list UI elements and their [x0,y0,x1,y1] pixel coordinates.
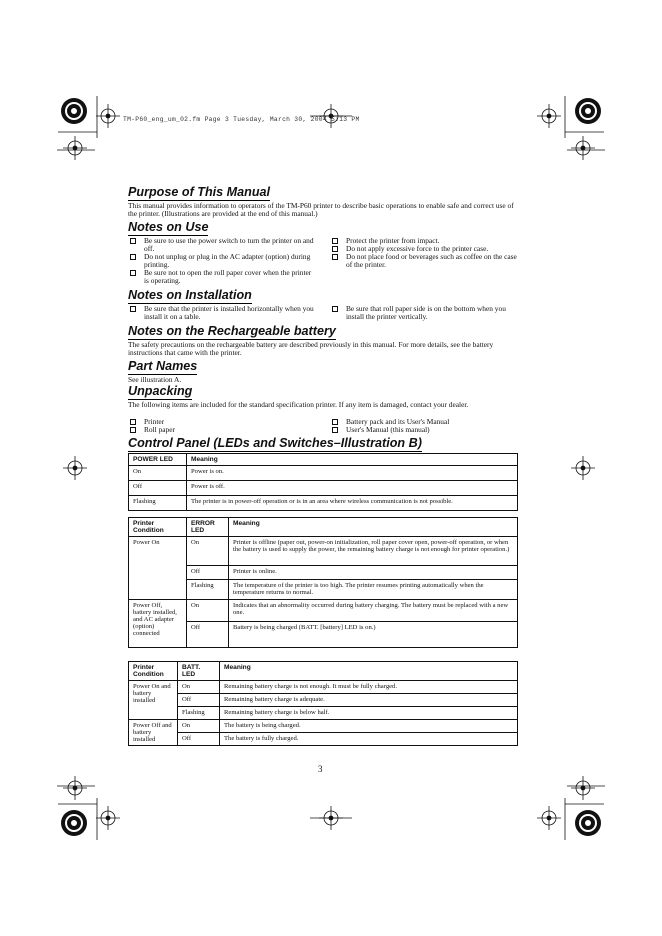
density-rosette-icon [575,810,601,836]
list-item: Be sure that the printer is installed horizontally when you install it on a table. [128,305,318,321]
density-rosette-icon [61,810,87,836]
table-cell: Power is off. [187,481,518,496]
table-cell: Power is on. [187,466,518,481]
notes-use-left-list [128,237,318,285]
error-led-table [128,517,518,648]
table-cell: Remaining battery charge is below half. [220,707,518,720]
registration-target-icon [537,806,561,830]
table-header-row [129,518,518,537]
table-cell: Battery is being charged (BATT. [battery] LED is on.) [229,622,518,648]
table-cell: The battery is being charged. [220,720,518,733]
part-names-text: See illustration A. [128,375,182,384]
notes-use-heading: Notes on Use [128,220,209,234]
list-item: Roll paper [128,426,318,434]
battery-text: The safety precautions on the rechargeable battery are described previously in this manual. For more details, see the battery instructions that came with the printer. [128,340,494,357]
table-header-row [129,454,518,466]
table-row [129,694,518,707]
table-row [129,580,518,600]
registration-target-icon [63,776,87,800]
table-cell: Off [178,733,220,746]
registration-target-icon [571,456,595,480]
table-cell: Printer is online. [229,566,518,580]
table-row [129,537,518,566]
column-header: POWER LED [129,454,187,466]
table-cell: Off [178,694,220,707]
table-cell: Power On [129,537,187,600]
table-cell: On [178,720,220,733]
table-cell: On [187,600,229,622]
table-cell: Indicates that an abnormality occurred during battery charging. The battery must be replaced with a new one. [229,600,518,622]
table-cell: Flashing [129,496,187,511]
density-rosette-icon [61,98,87,124]
table-cell: On [187,537,229,566]
table-cell: On [129,466,187,481]
table-cell: The temperature of the printer is too high. The printer resumes printing automatically when the temperature returns to normal. [229,580,518,600]
batt-led-table [128,661,518,746]
list-item: Be sure to use the power switch to turn the printer on and off. [128,237,318,253]
column-header: Meaning [229,518,518,537]
purpose-text: This manual provides information to operators of the TM-P60 printer to describe basic operations to enable safe and correct use of the printer. (Illustrations are provided at the end of this manual.) [128,201,514,218]
table-cell: Off [129,481,187,496]
list-item: User's Manual (this manual) [330,426,520,434]
table-cell: Printer is offline (paper out, power-on initialization, roll paper cover open, power-off operation, or when the battery is used to supply the power, the remaining battery charge is not enough for printer operation.) [229,537,518,566]
table-row [129,622,518,648]
unpacking-left-list [128,418,318,434]
list-item: Be sure not to open the roll paper cover when the printer is operating. [128,269,318,285]
part-names-heading: Part Names [128,359,198,373]
table-cell: Off [187,566,229,580]
table-row [129,466,518,481]
list-item: Do not apply excessive force to the printer case. [330,245,520,253]
registration-target-icon [537,104,561,128]
column-header: Printer Condition [129,518,187,537]
table-row [129,481,518,496]
table-row [129,496,518,511]
notes-installation-right-list [330,305,520,321]
column-header: Printer Condition [129,662,178,681]
unpacking-right-list [330,418,520,434]
registration-target-icon [571,776,595,800]
table-cell: Remaining battery charge is not enough. It must be fully charged. [220,681,518,694]
table-cell: Power On and battery installed [129,681,178,720]
notes-installation-left-list [128,305,318,321]
table-row [129,681,518,694]
column-header: Meaning [187,454,518,466]
registration-target-icon [571,136,595,160]
table-row [129,733,518,746]
table-cell: Flashing [187,580,229,600]
notes-installation-heading: Notes on Installation [128,288,252,302]
table-cell: On [178,681,220,694]
table-row [129,720,518,733]
table-cell: The battery is fully charged. [220,733,518,746]
table-cell: Off [187,622,229,648]
unpacking-heading: Unpacking [128,384,193,398]
page-number: 3 [318,764,323,774]
list-item: Printer [128,418,318,426]
table-row [129,600,518,622]
registration-target-icon [319,806,343,830]
registration-target-icon [96,806,120,830]
registration-target-icon [63,456,87,480]
list-item: Do not unplug or plug in the AC adapter (option) during printing. [128,253,318,269]
column-header: ERROR LED [187,518,229,537]
table-cell: Power Off and battery installed [129,720,178,746]
purpose-heading: Purpose of This Manual [128,185,271,199]
control-panel-heading: Control Panel (LEDs and Switches–Illustration B) [128,436,422,450]
list-item: Be sure that roll paper side is on the bottom when you install the printer vertically. [330,305,520,321]
unpacking-text: The following items are included for the standard specification printer. If any item is damaged, contact your dealer. [128,400,469,409]
list-item: Do not place food or beverages such as coffee on the case of the printer. [330,253,520,269]
list-item: Battery pack and its User's Manual [330,418,520,426]
registration-target-icon [63,136,87,160]
notes-use-right-list [330,237,520,269]
table-cell: Power Off, battery installed, and AC adapter (option) connected [129,600,187,648]
table-cell: Remaining battery charge is adequate. [220,694,518,707]
column-header: BATT. LED [178,662,220,681]
notes-battery-heading: Notes on the Rechargeable battery [128,324,336,338]
power-led-table [128,453,518,511]
column-header: Meaning [220,662,518,681]
table-cell: The printer is in power-off operation or is in an area where wireless communication is not possible. [187,496,518,511]
table-cell: Flashing [178,707,220,720]
table-row [129,566,518,580]
density-rosette-icon [575,98,601,124]
registration-target-icon [96,104,120,128]
table-header-row [129,662,518,681]
table-row [129,707,518,720]
list-item: Protect the printer from impact. [330,237,520,245]
file-header: TM-P60_eng_um_02.fm Page 3 Tuesday, March 30, 2004 5:13 PM [123,116,360,123]
